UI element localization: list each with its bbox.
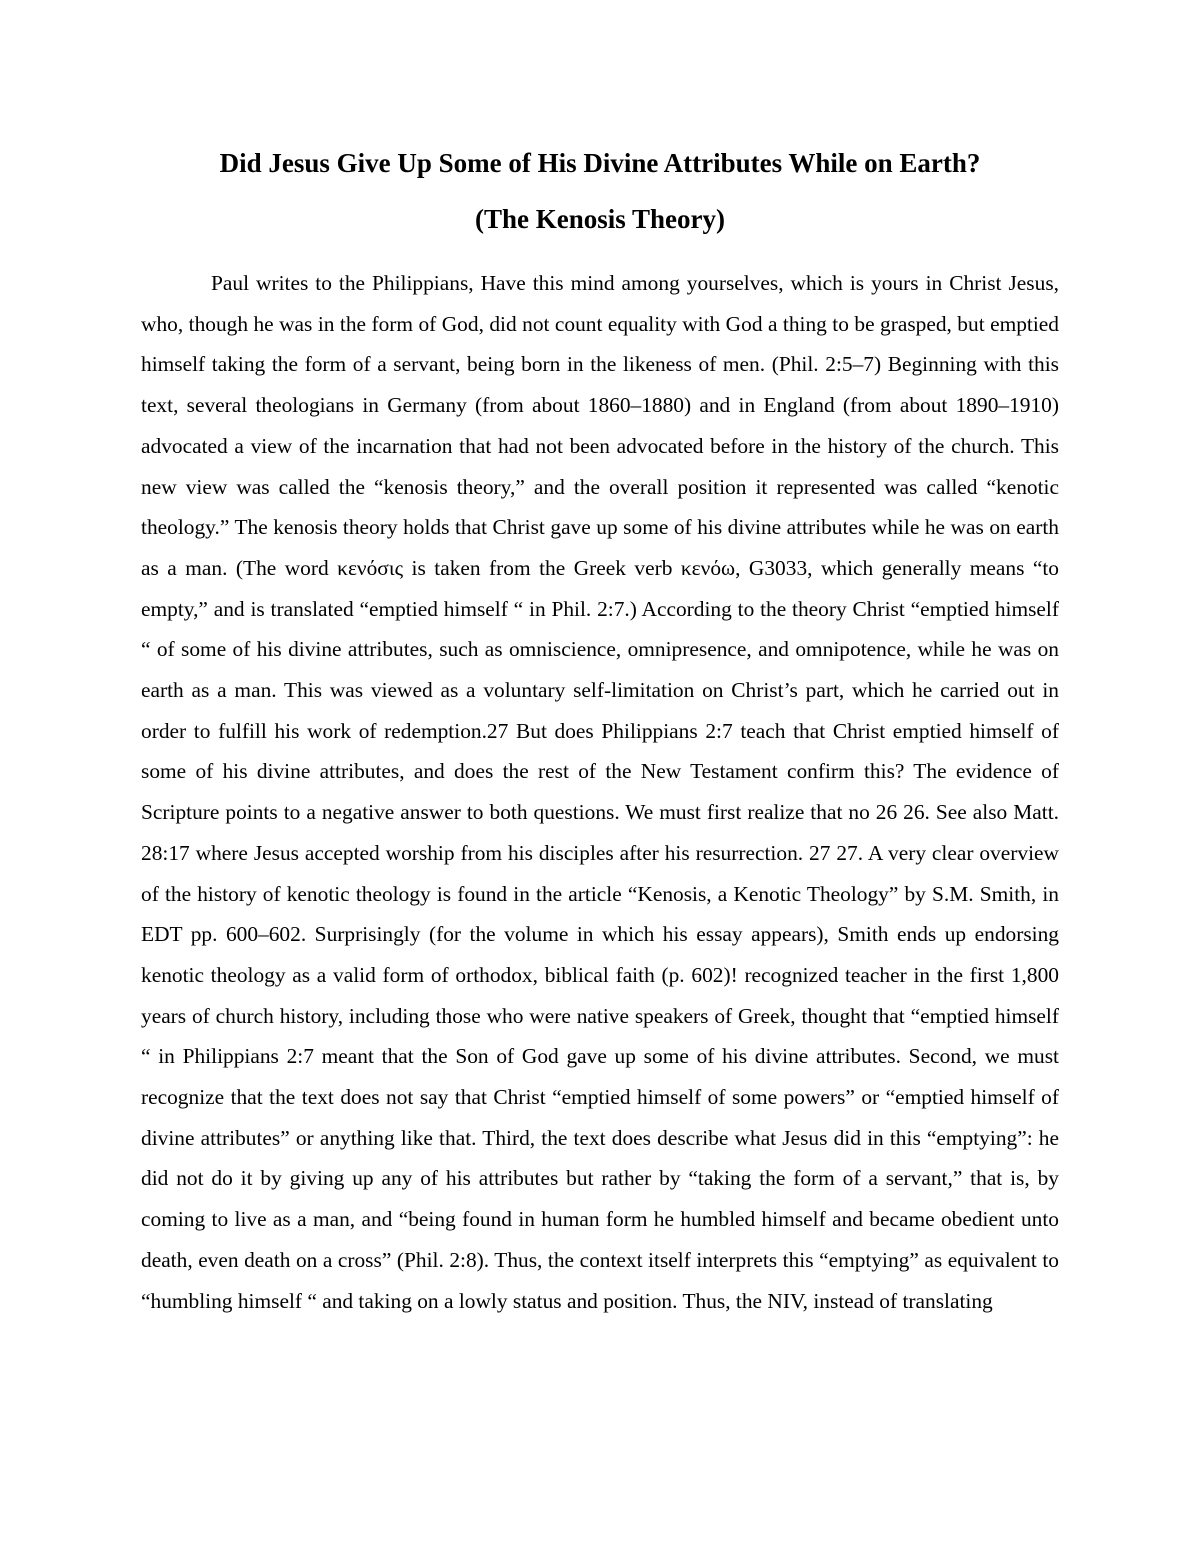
body-paragraph: Paul writes to the Philippians, Have this mind among yourselves, which is yours in Christ Jesus, who, though he was in the form of God, did not count equality with God a thing to be grasped, but emptied himself taking the form of a servant, being born in the likeness of men. (Phil. 2:5–7) Beginning with this text, several theologians in Germany (from about 1860–1880) and in England (from about 1890–1910) advocated a view of the incarnation that had not been advocated before in the history of the church. This new view was called the “kenosis theory,” and the overall position it represented was called “kenotic theology.” The kenosis theory holds that Christ gave up some of his divine attributes while he was on earth as a man. (The word κενόσις is taken from the Greek verb κενόω, G3033, which generally means “to empty,” and is translated “emptied himself “ in Phil. 2:7.) According to the theory Christ “emptied himself “ of some of his divine attributes, such as omniscience, omnipresence, and omnipotence, while he was on earth as a man. This was viewed as a voluntary self-limitation on Christ’s part, which he carried out in order to fulfill his work of redemption.27 But does Philippians 2:7 teach that Christ emptied himself of some of his divine attributes, and does the rest of the New Testament confirm this? The evidence of Scripture points to a negative answer to both questions. We must first realize that no 26 26. See also Matt. 28:17 where Jesus accepted worship from his disciples after his resurrection. 27 27. A very clear overview of the history of kenotic theology is found in the article “Kenosis, a Kenotic Theology” by S.M. Smith, in EDT pp. 600–602. Surprisingly (for the volume in which his essay appears), Smith ends up endorsing kenotic theology as a valid form of orthodox, biblical faith (p. 602)! recognized teacher in the first 1,800 years of church history, including those who were native speakers of Greek, thought that “emptied himself “ in Philippians 2:7 meant that the Son of God gave up some of his divine attributes. Second, we must recognize that the text does not say that Christ “emptied himself of some powers” or “emptied himself of divine attributes” or anything like that. Third, the text does describe what Jesus did in this “emptying”: he did not do it by giving up any of his attributes but rather by “taking the form of a servant,” that is, by coming to live as a man, and “being found in human form he humbled himself and became obedient unto death, even death on a cross” (Phil. 2:8). Thus, the context itself interprets this “emptying” as equivalent to “humbling himself “ and taking on a lowly status and position. Thus, the NIV, instead of translating — [141, 271, 1059, 1313]
document-subtitle: (The Kenosis Theory) — [474, 204, 725, 234]
document-title: Did Jesus Give Up Some of His Divine Attributes While on Earth? — [219, 148, 981, 178]
